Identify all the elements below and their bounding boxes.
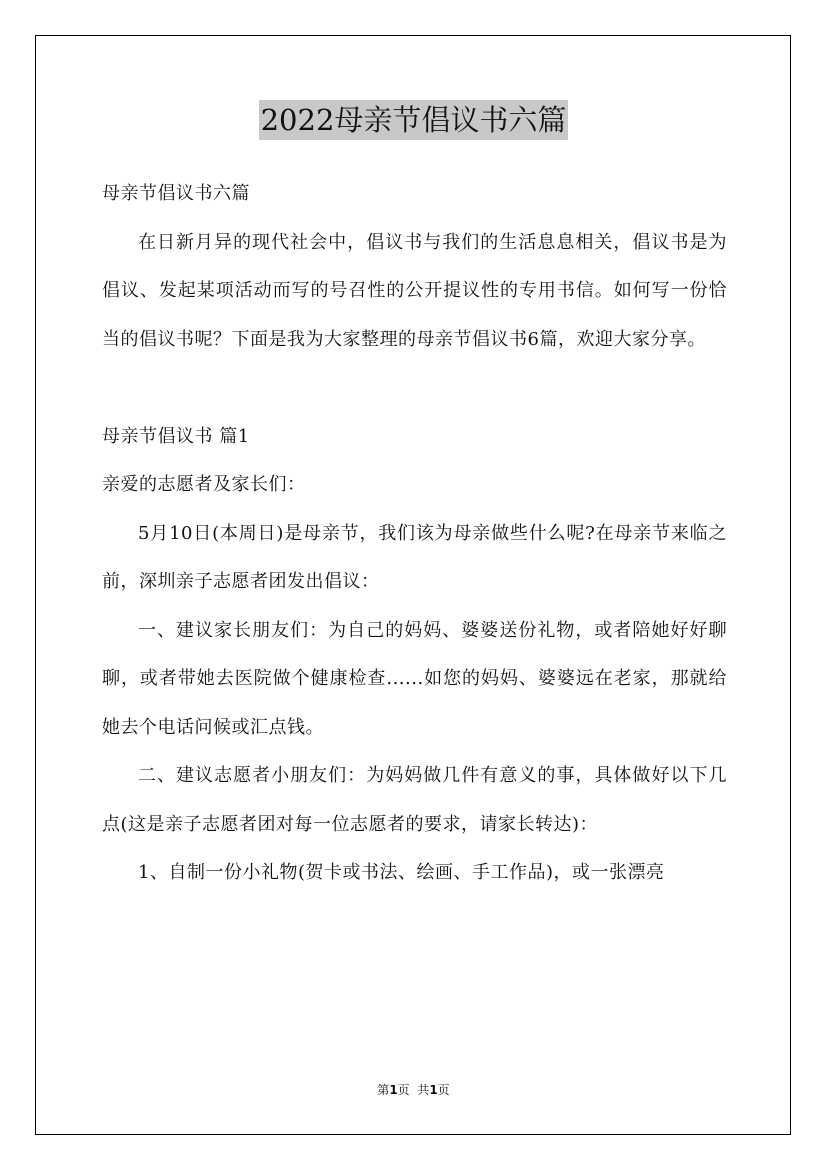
- body-paragraph: 1、自制一份小礼物(贺卡或书法、绘画、手工作品)，或一张漂亮: [138, 862, 665, 883]
- document-subtitle: 母亲节倡议书六篇: [102, 183, 250, 204]
- title-wrap: [0, 100, 827, 140]
- footer-page-prefix: 第: [377, 1083, 390, 1097]
- page-footer: [0, 1082, 827, 1098]
- body-paragraph: 一、建议家长朋友们：为自己的妈妈、婆婆送份礼物，或者陪她好好聊聊，或者带她去医院做个健康检查......如您的妈妈、婆婆远在老家，那就给她去个电话问候或汇点钱。: [102, 619, 727, 738]
- intro-paragraph: 在日新月异的现代社会中，倡议书与我们的生活息息相关，倡议书是为倡议、发起某项活动而写的号召性的公开提议性的专用书信。如何写一份恰当的倡议书呢？下面是我为大家整理的母亲节倡议书6篇，欢迎大家分享。: [102, 231, 727, 350]
- blank-line: [102, 364, 727, 413]
- document-title: 2022母亲节倡议书六篇: [259, 100, 569, 140]
- body-paragraph: 二、建议志愿者小朋友们：为妈妈做几件有意义的事，具体做好以下几点(这是亲子志愿者团对每一位志愿者的要求，请家长转达)：: [102, 765, 727, 835]
- footer-page-current: 1: [389, 1083, 398, 1097]
- body-paragraph: 5月10日(本周日)是母亲节，我们该为母亲做些什么呢?在母亲节来临之前，深圳亲子志愿者团发出倡议：: [102, 522, 727, 592]
- footer-page-suffix: 页: [437, 1083, 450, 1097]
- footer-page-total: 1: [429, 1083, 438, 1097]
- salutation: 亲爱的志愿者及家长们：: [102, 474, 306, 495]
- document-body: [102, 170, 727, 898]
- section-heading: 母亲节倡议书 篇1: [102, 425, 250, 447]
- footer-page-mid: 页 共: [397, 1083, 430, 1097]
